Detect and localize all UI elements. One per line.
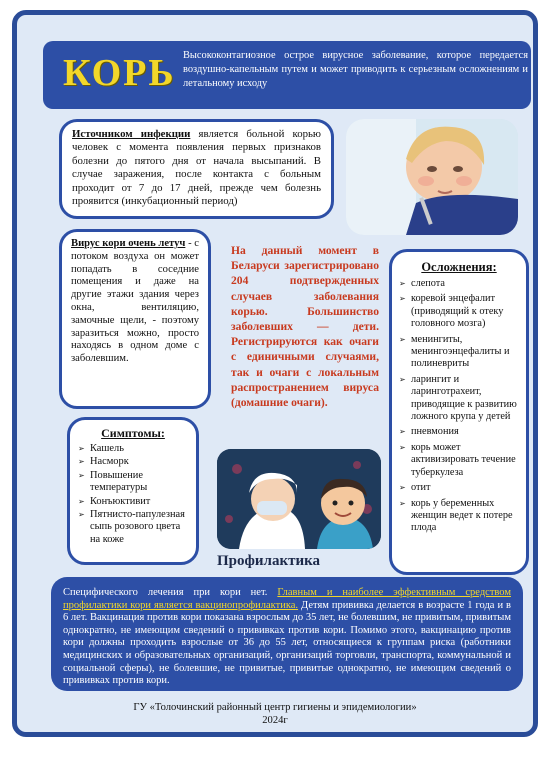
virus-box (59, 229, 211, 409)
virus-lead: Вирус кори очень летуч (71, 238, 186, 249)
footer-year: 2024г (262, 715, 288, 726)
symptom-item: ➢ Конъюктивит (78, 496, 188, 508)
symptom-item: ➢ Кашель (78, 443, 188, 455)
symptom-item: ➢ Повышение температуры (78, 470, 188, 495)
prevention-text-start: Специфического лечения при кори нет. (63, 587, 278, 598)
poster-title: КОРЬ (63, 52, 176, 94)
infection-source-text (72, 128, 321, 208)
complication-item: ➢ менингиты, менингоэнцефалиты и полиневриты (400, 334, 518, 371)
footer-organization: ГУ «Толочинский районный центр гигиены и эпидемиологии» (133, 702, 417, 713)
complication-item: ➢ коревой энцефалит (приводящий к отеку головного мозга) (400, 293, 518, 330)
prevention-panel (51, 577, 523, 691)
complication-item: ➢ корь может активизировать течение туберкулеза (400, 442, 518, 479)
prevention-title: Профилактика (217, 553, 321, 569)
sick-child-illustration (346, 119, 518, 235)
belarus-statistics-note: На данный момент в Беларуси зарегистрировано 204 подтвержденных случаев заболевания корью. Большинство заболевших — дети. Регистрируются как очаги с единичными случаями, так и очаги с локальным распространением вируса (домашние очаги). (231, 244, 379, 410)
complication-item: ➢ пневмония (400, 426, 518, 438)
infection-source-lead: Источником инфекции (72, 128, 191, 140)
sick-child-photo (346, 119, 518, 235)
complications-title: Осложнения: (421, 260, 497, 274)
vaccination-cartoon (217, 449, 381, 549)
symptom-item: ➢ Насморк (78, 456, 188, 468)
header-description: Высококонтагиозное острое вирусное заболевание, которое передается воздушно-капельным путем и может приводить к серьезным осложнениям и летальному исходу (183, 50, 528, 89)
doctor-and-child-illustration (217, 449, 381, 549)
infection-source-body: является больной корью человек с момента появления первых признаков болезни до пятого дня от начала высыпаний. В случае заражения, после контакта с больным проходит от 7 до 17 дней, прежде чем болезнь проявится (инкубационный период) (72, 128, 321, 208)
symptom-item: ➢ Пятнисто-папулезная сыпь розового цвета на коже (78, 509, 188, 546)
poster (12, 10, 538, 737)
complications-list (400, 278, 518, 535)
prevention-text-end: Детям прививка делается в возрасте 1 года и в 6 лет. Вакцинация против кори показана взрослым до 35 лет, не болевшим, не привитым, привитым однократно, не имеющим сведений о прививках против кори. Помимо этого, вакцинацию против кори должны проходить взрослые от 36 до 55 лет, относящиеся к группам риска (работники медицинских и образовательных организаций, организаций торговли, транспорта, коммунальной и социальной сферы), не болевшие, не привитые, привитые однократно, не имеющим сведений о прививках против кори. (63, 599, 511, 687)
symptoms-box (67, 417, 199, 565)
complications-box (389, 249, 529, 575)
complication-item: ➢ слепота (400, 278, 518, 290)
infection-source-box (59, 119, 334, 219)
header-banner (43, 41, 531, 109)
complication-item: ➢ корь у беременных женщин ведет к потере плода (400, 498, 518, 535)
complication-item: ➢ ларингит и ларинготрахеит, приводящие к развитию ложного крупа у детей (400, 374, 518, 424)
symptoms-list (78, 443, 188, 546)
symptoms-title: Симптомы: (101, 426, 165, 440)
footer (17, 701, 533, 727)
prevention-highlight: Главным и наиболее эффективным средством профилактики кори является вакцинопрофилактика. (63, 587, 511, 611)
complication-item: ➢ отит (400, 482, 518, 494)
virus-text (71, 238, 199, 366)
virus-body: - с потоком воздуха он может попадать в соседние помещения и даже на другие этажи здания через окна, вентиляцию, замочные щели, - поэтому заразиться можно, просто находясь в одном доме с заболевшим. (71, 238, 199, 365)
